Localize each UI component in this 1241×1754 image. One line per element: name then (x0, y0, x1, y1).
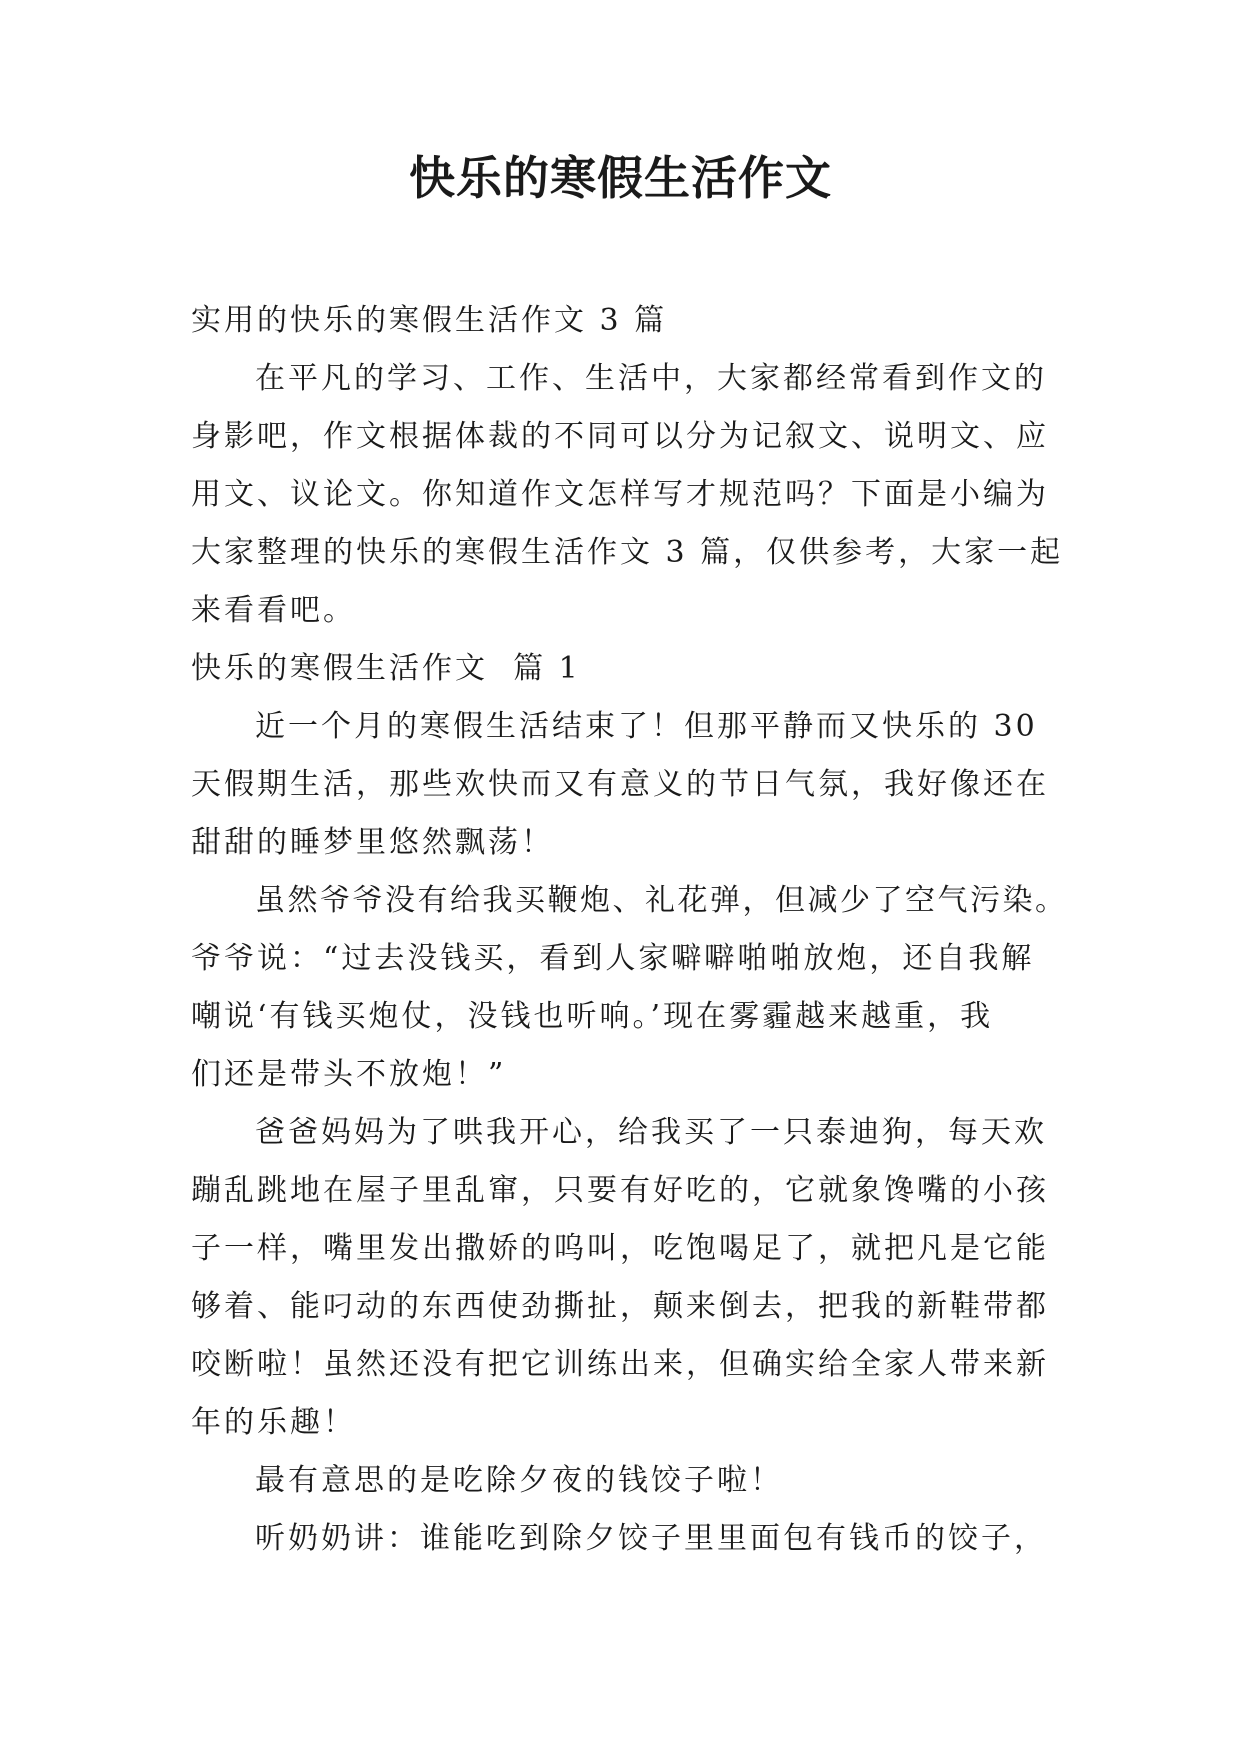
text-line: 用文、议论文。你知道作文怎样写才规范吗？下面是小编为 (191, 477, 1049, 512)
document-body (191, 292, 1068, 1568)
text-line: 最有意思的是吃除夕夜的钱饺子啦！ (255, 1463, 783, 1498)
text-line: 大家整理的快乐的寒假生活作文 3 篇，仅供参考，大家一起 (191, 535, 1064, 570)
text-line: 快乐的寒假生活作文 篇 1 (191, 651, 581, 686)
text-line: 天假期生活，那些欢快而又有意义的节日气氛，我好像还在 (191, 767, 1049, 802)
text-line: 够着、能叼动的东西使劲撕扯，颠来倒去，把我的新鞋带都 (191, 1289, 1049, 1324)
text-line: 听奶奶讲：谁能吃到除夕饺子里里面包有钱币的饺子， (255, 1521, 1047, 1556)
text-line: 甜甜的睡梦里悠然飘荡！ (191, 825, 554, 860)
text-line: 在平凡的学习、工作、生活中，大家都经常看到作文的 (255, 361, 1047, 396)
text-line: 爸爸妈妈为了哄我开心，给我买了一只泰迪狗，每天欢 (255, 1115, 1047, 1150)
text-line: 来看看吧。 (191, 593, 356, 628)
text-line: 年的乐趣！ (191, 1405, 356, 1440)
text-line: 子一样，嘴里发出撒娇的呜叫，吃饱喝足了，就把凡是它能 (191, 1231, 1049, 1266)
text-line: 嘲说‘有钱买炮仗，没钱也听响。’现在雾霾越来越重，我 (191, 999, 994, 1034)
text-line: 虽然爷爷没有给我买鞭炮、礼花弹，但减少了空气污染。 (255, 883, 1068, 918)
text-line: 咬断啦！虽然还没有把它训练出来，但确实给全家人带来新 (191, 1347, 1049, 1382)
text-line: 爷爷说：“过去没钱买，看到人家噼噼啪啪放炮，还自我解 (191, 941, 1035, 976)
text-line: 蹦乱跳地在屋子里乱窜，只要有好吃的，它就象馋嘴的小孩 (191, 1173, 1049, 1208)
text-line: 身影吧，作文根据体裁的不同可以分为记叙文、说明文、应 (191, 419, 1049, 454)
text-line: 们还是带头不放炮！” (191, 1057, 507, 1092)
document-title: 快乐的寒假生活作文 (409, 151, 832, 205)
text-line: 近一个月的寒假生活结束了！但那平静而又快乐的 30 (255, 709, 1038, 744)
text-line: 实用的快乐的寒假生活作文 3 篇 (191, 303, 668, 338)
